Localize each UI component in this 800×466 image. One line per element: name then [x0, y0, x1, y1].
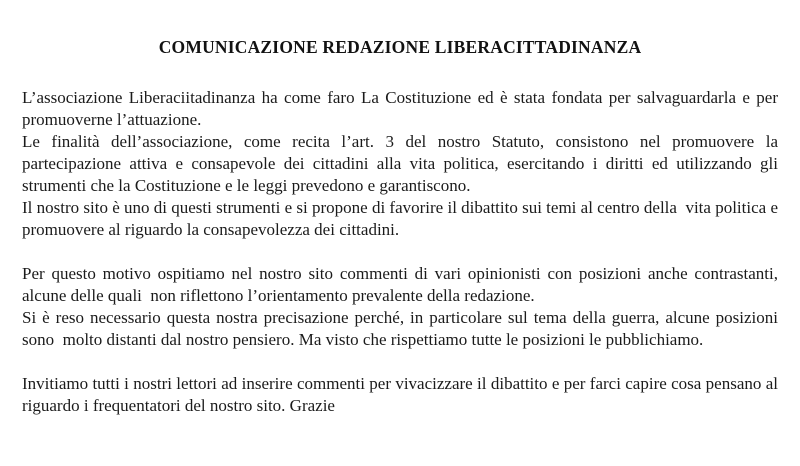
paragraph-opinion-variety: Per questo motivo ospitiamo nel nostro sito commenti di vari opinionisti con posizioni anche contrastanti, alcune delle quali non riflettono l’orientamento prevalente della redazione.	[22, 264, 783, 305]
paragraph-association-foundation: L’associazione Liberaciitadinanza ha come faro La Costituzione ed è stata fondata per salvaguardarla e per promuoverne l’attuazione.	[22, 88, 783, 129]
document-title: COMUNICAZIONE REDAZIONE LIBERACITTADINANZA	[158, 37, 642, 57]
paragraph-invitation-comments: Invitiamo tutti i nostri lettori ad inserire commenti per vivacizzare il dibattito e per farci capire cosa pensano al riguardo i frequentatori del nostro sito. Grazie	[22, 374, 783, 415]
paragraph-site-purpose: Il nostro sito è uno di questi strumenti e si propone di favorire il dibattito sui temi al centro della vita politica e promuovere al riguardo la consapevolezza dei cittadini.	[22, 198, 783, 239]
paragraph-statute-goals: Le finalità dell’associazione, come recita l’art. 3 del nostro Statuto, consistono nel promuovere la partecipazione attiva e consapevole dei cittadini alla vita politica, esercitando i diritti ed utilizzando gli strumenti che la Costituzione e le leggi prevedono e garantiscono.	[22, 132, 783, 195]
paragraph-clarification-war: Si è reso necessario questa nostra precisazione perché, in particolare sul tema della guerra, alcune posizioni sono molto distanti dal nostro pensiero. Ma visto che rispettiamo tutte le posizioni le pubblichiamo.	[22, 308, 783, 349]
